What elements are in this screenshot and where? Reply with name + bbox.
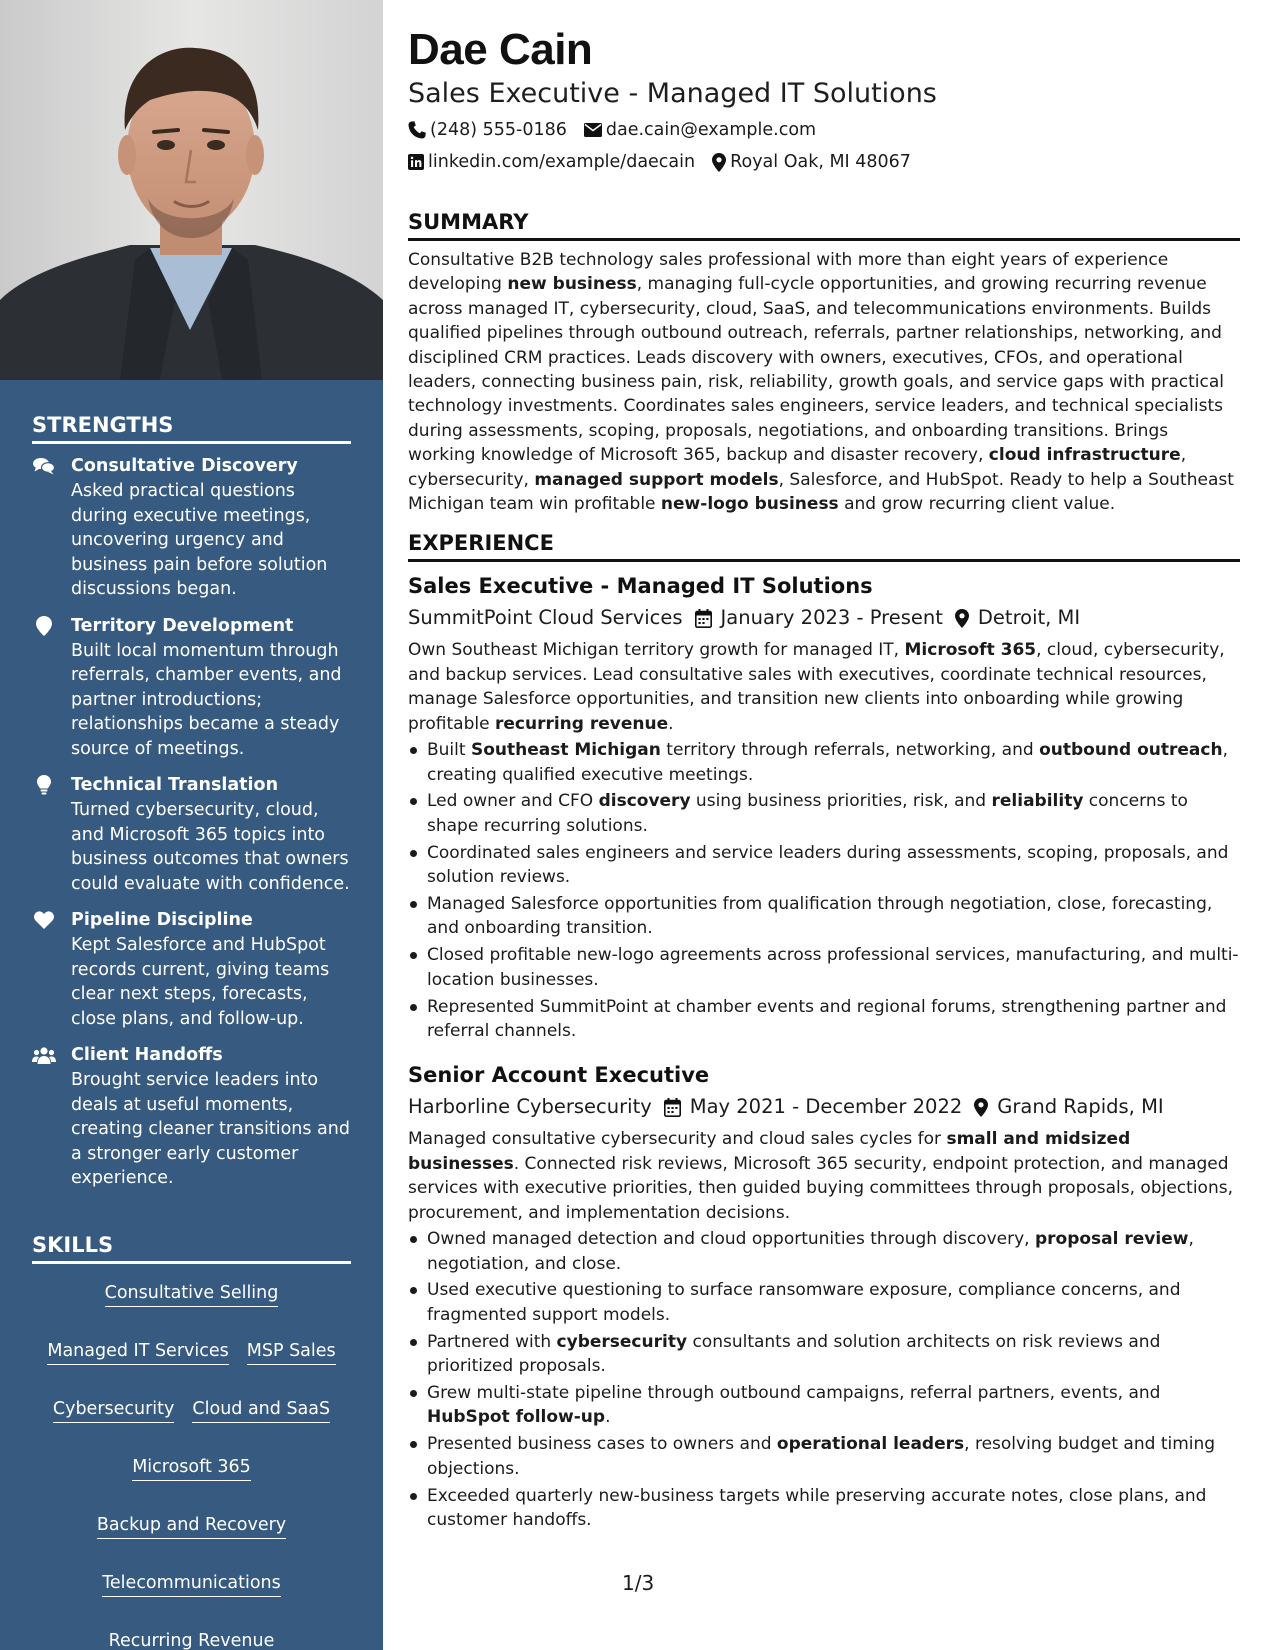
skill-tag: Recurring Revenue xyxy=(109,1629,275,1650)
skill-tag: Backup and Recovery xyxy=(97,1513,286,1539)
job-entry xyxy=(408,572,1240,1043)
comments-icon xyxy=(32,456,56,476)
job-bullet: Presented business cases to owners and operational leaders, resolving budget and timing objections. xyxy=(408,1432,1240,1481)
skill-tag: Microsoft 365 xyxy=(132,1455,251,1481)
strength-item xyxy=(32,1043,351,1191)
bold-text: outbound outreach xyxy=(1039,740,1223,761)
bold-text: operational leaders xyxy=(776,1434,965,1455)
strengths-heading: STRENGTHS xyxy=(32,413,351,444)
resume-header xyxy=(408,24,1240,174)
experience-section xyxy=(408,529,1240,1532)
phone-icon xyxy=(408,121,426,139)
job-location-text: Grand Rapids, MI xyxy=(997,1095,1164,1119)
job-bullet: Used executive questioning to surface ransomware exposure, compliance concerns, and fragmented support models. xyxy=(408,1278,1240,1327)
map-marker-icon xyxy=(974,1098,988,1117)
strength-desc: Brought service leaders into deals at useful moments, creating cleaner transitions and a stronger early customer experience. xyxy=(71,1070,350,1188)
linkedin-contact[interactable] xyxy=(408,150,695,174)
job-bullet: Closed profitable new-logo agreements across professional services, manufacturing, and multi-location businesses. xyxy=(408,943,1240,992)
strength-desc: Kept Salesforce and HubSpot records current, giving teams clear next steps, forecasts, close plans, and follow-up. xyxy=(71,935,330,1029)
skill-tag: Telecommunications xyxy=(102,1571,281,1597)
strength-item xyxy=(32,614,351,762)
strength-title: Consultative Discovery xyxy=(71,456,298,476)
strength-desc: Asked practical questions during executive meetings, uncovering urgency and business pain before solution discussions began. xyxy=(71,481,328,599)
job-bullet: Owned managed detection and cloud opportunities through discovery, proposal review, negotiation, and close. xyxy=(408,1227,1240,1276)
page-number: 1/3 xyxy=(622,1571,655,1595)
phone-text: (248) 555-0186 xyxy=(430,120,567,140)
strength-item xyxy=(32,908,351,1031)
skills-heading: SKILLS xyxy=(32,1233,351,1264)
heart-icon xyxy=(32,910,56,930)
users-icon xyxy=(32,1045,56,1065)
location-text: Royal Oak, MI 48067 xyxy=(730,152,911,172)
skill-tag: Cybersecurity xyxy=(53,1397,175,1423)
contact-row xyxy=(408,150,1240,174)
summary-heading: SUMMARY xyxy=(408,208,1240,241)
bold-text: recurring revenue xyxy=(494,713,669,734)
summary-text: Consultative B2B technology sales professional with more than eight years of experience developing new business, managing full-cycle opportunities, and growing recurring revenue across managed IT, cybersecurity, cloud, SaaS, and telecommunications environments. Builds qualified pipelines through outbound outreach, referrals, partner relationships, networking, and disciplined CRM practices. Leads discovery with owners, executives, CFOs, and operational leaders, connecting business pain, risk, reliability, growth goals, and service gaps with practical technology investments. Coordinates sales engineers, service leaders, and technical specialists during assessments, scoping, proposals, negotiations, and onboarding transitions. Brings working knowledge of Microsoft 365, backup and disaster recovery, cloud infrastructure, cybersecurity, managed support models, Salesforce, and HubSpot. Ready to help a Southeast Michigan team win profitable new-logo business and grow recurring client value. xyxy=(408,250,1234,515)
job-dates xyxy=(695,603,943,633)
skill-tag: Consultative Selling xyxy=(105,1281,279,1307)
bold-text: Microsoft 365 xyxy=(904,640,1037,661)
lightbulb-icon xyxy=(32,775,56,795)
summary-section xyxy=(408,208,1240,516)
bold-text: managed support models xyxy=(534,469,779,490)
phone-contact[interactable] xyxy=(408,118,567,142)
bold-text: reliability xyxy=(991,791,1084,812)
strength-title: Territory Development xyxy=(71,615,294,636)
skill-tag: Managed IT Services xyxy=(47,1339,228,1365)
bold-text: new business xyxy=(507,274,637,295)
job-bullets xyxy=(408,738,1240,1043)
email-contact[interactable] xyxy=(584,118,816,142)
job-dates xyxy=(664,1092,963,1122)
candidate-title: Sales Executive - Managed IT Solutions xyxy=(408,78,937,109)
job-dates-text: January 2023 - Present xyxy=(720,606,943,630)
company-name: Harborline Cybersecurity xyxy=(408,1095,652,1119)
strength-title: Pipeline Discipline xyxy=(71,910,253,930)
linkedin-text: linkedin.com/example/daecain xyxy=(428,152,696,172)
main-content xyxy=(408,24,1240,1535)
job-title: Sales Executive - Managed IT Solutions xyxy=(408,574,873,599)
job-bullet: Partnered with cybersecurity consultants and solution architects on risk reviews and prioritized proposals. xyxy=(408,1330,1240,1379)
job-bullet: Grew multi-state pipeline through outbound campaigns, referral partners, events, and HubSpot follow-up. xyxy=(408,1381,1240,1430)
job-meta xyxy=(408,603,1240,633)
map-pin-icon xyxy=(32,616,56,636)
map-marker-icon xyxy=(712,153,726,172)
job-entry xyxy=(408,1061,1240,1532)
job-bullet: Built Southeast Michigan territory through referrals, networking, and outbound outreach, creating qualified executive meetings. xyxy=(408,738,1240,787)
bold-text: HubSpot follow-up xyxy=(427,1407,606,1428)
location-contact xyxy=(712,150,911,174)
job-title: Senior Account Executive xyxy=(408,1063,710,1088)
job-bullet: Exceeded quarterly new-business targets while preserving accurate notes, close plans, and customer handoffs. xyxy=(408,1484,1240,1533)
job-location xyxy=(955,603,1080,633)
skills-section xyxy=(32,1233,351,1650)
calendar-icon xyxy=(664,1098,681,1117)
bold-text: cybersecurity xyxy=(556,1331,688,1352)
job-meta xyxy=(408,1092,1240,1122)
strengths-section xyxy=(32,413,351,1203)
contact-row xyxy=(408,118,1240,142)
job-bullets xyxy=(408,1227,1240,1532)
strength-item xyxy=(32,454,351,602)
bold-text: proposal review xyxy=(1034,1229,1189,1250)
profile-photo xyxy=(0,0,383,380)
job-location-text: Detroit, MI xyxy=(977,606,1081,630)
strength-list xyxy=(32,454,351,1191)
bold-text: discovery xyxy=(598,791,691,812)
strength-title: Technical Translation xyxy=(71,775,279,795)
linkedin-icon xyxy=(408,154,424,170)
job-bullet: Coordinated sales engineers and service leaders during assessments, scoping, proposals, and solution reviews. xyxy=(408,841,1240,890)
calendar-icon xyxy=(695,609,712,628)
sidebar xyxy=(0,0,383,1650)
company-name: SummitPoint Cloud Services xyxy=(408,606,683,630)
job-bullet: Led owner and CFO discovery using business priorities, risk, and reliability concerns to shape recurring solutions. xyxy=(408,789,1240,838)
skill-tag: MSP Sales xyxy=(247,1339,336,1365)
bold-text: Southeast Michigan xyxy=(470,740,661,761)
strength-item xyxy=(32,773,351,896)
bold-text: new-logo business xyxy=(660,494,839,515)
job-location xyxy=(974,1092,1163,1122)
experience-heading: EXPERIENCE xyxy=(408,529,1240,562)
skill-tag: Cloud and SaaS xyxy=(192,1397,330,1423)
bold-text: small and midsized businesses xyxy=(408,1129,1131,1174)
job-bullet: Represented SummitPoint at chamber events and regional forums, strengthening partner and referral channels. xyxy=(408,995,1240,1044)
envelope-icon xyxy=(584,123,602,137)
skill-list xyxy=(32,1281,351,1650)
job-description: Managed consultative cybersecurity and cloud sales cycles for small and midsized businesses. Connected risk reviews, Microsoft 365 security, endpoint protection, and managed services with executive priorities, then guided buying committees through proposals, objections, procurement, and implementation decisions. xyxy=(408,1129,1233,1223)
strength-desc: Built local momentum through referrals, chamber events, and partner introductions; relationships became a steady source of meetings. xyxy=(71,640,342,759)
strength-desc: Turned cybersecurity, cloud, and Microsoft 365 topics into business outcomes that owners could evaluate with confidence. xyxy=(71,800,350,894)
map-marker-icon xyxy=(955,609,969,628)
candidate-name: Dae Cain xyxy=(408,25,593,74)
bold-text: cloud infrastructure xyxy=(988,445,1181,466)
job-dates-text: May 2021 - December 2022 xyxy=(689,1095,963,1119)
job-description: Own Southeast Michigan territory growth for managed IT, Microsoft 365, cloud, cybersecurity, and backup services. Lead consultative sales with executives, coordinate technical resources, manage Salesforce opportunities, and transition new clients into onboarding while growing profitable recurring revenue. xyxy=(408,640,1225,734)
strength-title: Client Handoffs xyxy=(71,1045,223,1065)
email-text: dae.cain@example.com xyxy=(605,120,817,140)
job-bullet: Managed Salesforce opportunities from qualification through negotiation, close, forecasting, and onboarding transition. xyxy=(408,892,1240,941)
